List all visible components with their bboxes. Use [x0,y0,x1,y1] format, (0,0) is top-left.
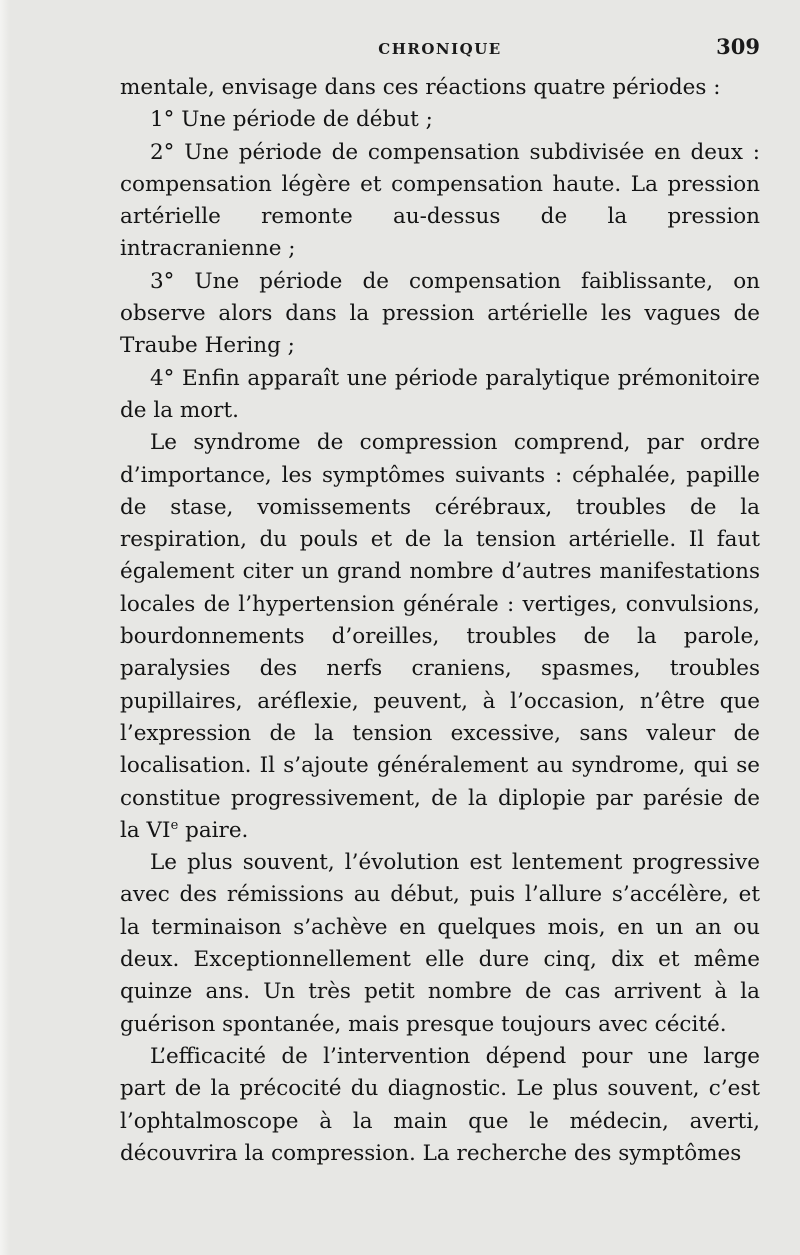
paragraph-evolution: Le plus souvent, l’évolution est lentement progressive avec des rémissions au début, puis l’allure s’accélère, et la terminaison s’achève en quelques mois, en un an ou deux. Exceptionnellement elle dure cinq, dix et même quinze ans. Un très petit nombre de cas arrivent à la guérison spontanée, mais presque toujours avec cécité. [120,850,760,1037]
list-item-period-1: 1° Une période de début ; [150,107,433,133]
paragraph-syndrome-text: Le syndrome de compression comprend, par ordre d’importance, les symptômes suivants : céphalée, papille de stase, vomissements cérébraux, troubles de la respiration, du pouls et de la tension artérielle. Il faut également citer un grand nombre d’autres manifestations locales de l’hypertension générale : vertiges, convulsions, bourdonnements d’oreilles, troubles de la parole, paralysies des nerfs craniens, spasmes, troubles pupillaires, aréflexie, peuvent, à l’occasion, n’être que l’expression de la tension excessive, sans valeur de localisation. Il s’ajoute généralement au syndrome, qui se constitue progressivement, de la diplopie par parésie de la VI [120,430,760,843]
list-item-period-2: 2° Une période de compensation subdivisée en deux : compensation légère et compensation haute. La pression artérielle remonte au-dessus de la pression intracranienne ; [120,139,760,262]
list-item-period-4: 4° Enfin apparaît une période paralytique prémonitoire de la mort. [120,365,760,423]
paragraph-syndrome [120,427,760,847]
running-title: CHRONIQUE [378,40,502,58]
superscript-e: e [170,817,179,833]
paragraph-intervention: L’efficacité de l’intervention dépend pour une large part de la précocité du diagnostic. Le plus souvent, c’est l’ophtalmoscope à la main que le médecin, averti, découvrira la compression. La recherche des symptômes [120,1043,760,1166]
page-number: 309 [716,34,760,59]
page-edge [0,0,10,1255]
running-head [120,34,760,60]
paragraph-syndrome-end: paire. [178,817,249,843]
list-item-period-3: 3° Une période de compensation faiblissante, on observe alors dans la pression artérielle les vagues de Traube Hering ; [120,268,760,359]
body-text [120,72,760,1170]
paragraph-continuation: mentale, envisage dans ces réactions quatre périodes : [120,75,721,100]
